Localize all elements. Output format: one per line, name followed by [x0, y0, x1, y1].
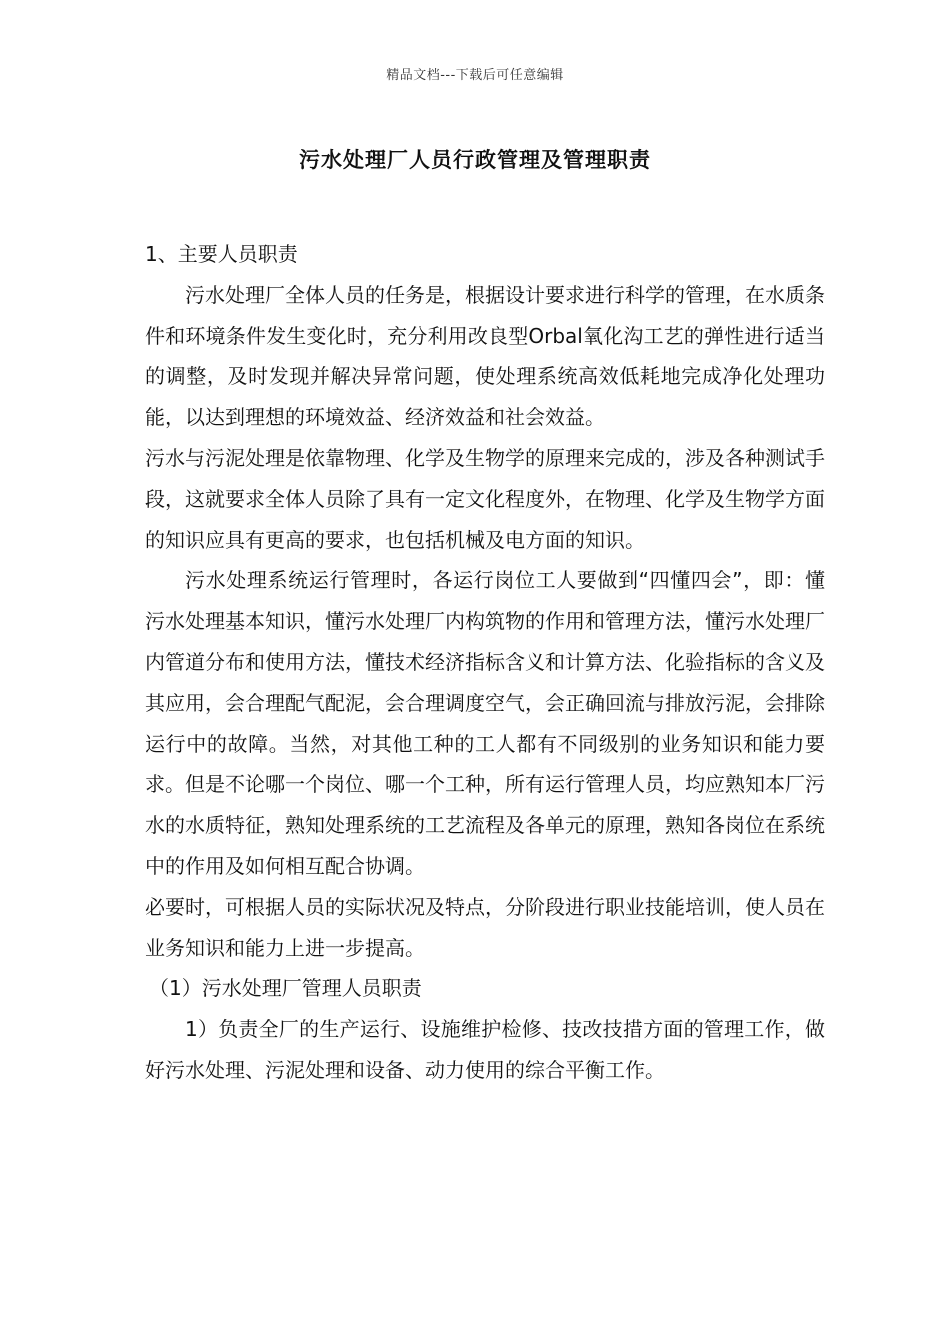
- section-heading: 1、主要人员职责: [145, 242, 298, 266]
- page-header: 精品文档---下载后可任意编辑: [386, 68, 564, 83]
- paragraph-1: 污水处理厂全体人员的任务是，根据设计要求进行科学的管理，在水质条件和环境条件发生变化时，充分利用改良型Orbal氧化沟工艺的弹性进行适当的调整，及时发现并解决异常问题，使处理系统高效低耗地完成净化处理功能，以达到理想的环境效益、经济效益和社会效益。: [145, 282, 825, 430]
- paragraph-2: 污水与污泥处理是依靠物理、化学及生物学的原理来完成的，涉及各种测试手段，这就要求全体人员除了具有一定文化程度外，在物理、化学及生物学方面的知识应具有更高的要求，也包括机械及电方面的知识。: [145, 445, 825, 552]
- subheading: （1）污水处理厂管理人员职责: [149, 976, 422, 1001]
- list-item-1: 1）负责全厂的生产运行、设施维护检修、技改技措方面的管理工作，做好污水处理、污泥处理和设备、动力使用的综合平衡工作。: [145, 1017, 825, 1082]
- document-title: 污水处理厂人员行政管理及管理职责: [299, 147, 651, 172]
- document-body: [145, 234, 825, 1091]
- paragraph-3: 污水处理系统运行管理时，各运行岗位工人要做到“四懂四会”，即：懂污水处理基本知识，懂污水处理厂内构筑物的作用和管理方法，懂污水处理厂内管道分布和使用方法，懂技术经济指标含义和计算方法、化验指标的含义及其应用，会合理配气配泥，会合理调度空气，会正确回流与排放污泥，会排除运行中的故障。当然，对其他工种的工人都有不同级别的业务知识和能力要求。但是不论哪一个岗位、哪一个工种，所有运行管理人员，均应熟知本厂污水的水质特征，熟知处理系统的工艺流程及各单元的原理，熟知各岗位在系统中的作用及如何相互配合协调。: [145, 568, 825, 878]
- paragraph-4: 必要时，可根据人员的实际状况及特点，分阶段进行职业技能培训，使人员在业务知识和能力上进一步提高。: [145, 894, 825, 960]
